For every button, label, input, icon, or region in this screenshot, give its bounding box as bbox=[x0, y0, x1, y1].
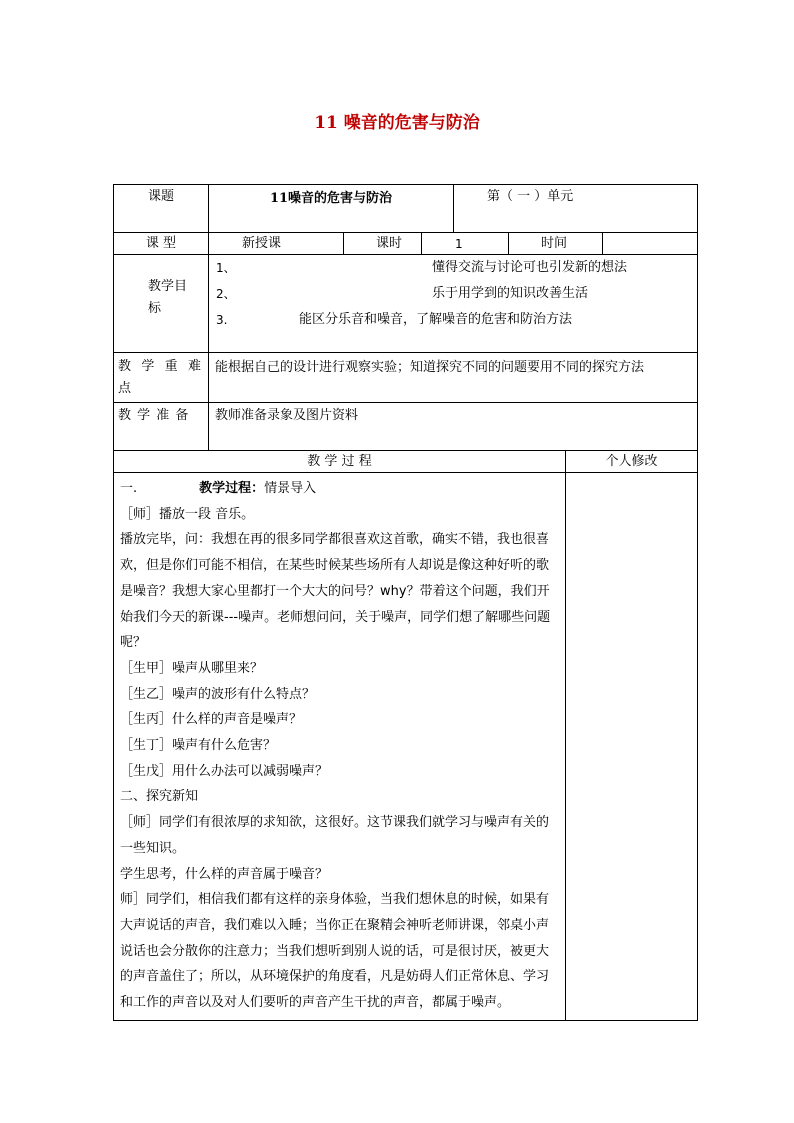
paragraph: ［师］播放一段 音乐。 bbox=[120, 506, 255, 522]
paragraph: ［生乙］噪声的波形有什么特点？ bbox=[120, 686, 316, 702]
lesson-type-label: 课 型 bbox=[145, 236, 177, 251]
objectives-label: 教学目标 bbox=[148, 279, 188, 316]
unit-label: 第（ 一 ）单元 bbox=[487, 189, 574, 204]
preparation-text: 教师准备录象及图片资料 bbox=[215, 408, 359, 423]
key-points-label: 教 学 重 难点 bbox=[118, 359, 202, 396]
objective-3-text: 能区分乐音和噪音，了解噪音的危害和防治方法 bbox=[299, 312, 573, 327]
paragraph: ［生戊］用什么办法可以减弱噪声？ bbox=[120, 763, 329, 779]
section-2-heading: 二、探究新知 bbox=[120, 789, 199, 805]
objective-1-text: 懂得交流与讨论可也引发新的想法 bbox=[432, 260, 628, 275]
paragraph: ［生丁］噪声有什么危害？ bbox=[120, 738, 277, 754]
objective-2-text: 乐于用学到的知识改善生活 bbox=[432, 286, 589, 301]
objective-2-num: 2、 bbox=[216, 287, 236, 301]
document-title: 11 噪音的危害与防治 bbox=[314, 113, 480, 133]
section-1-heading: 一. 教学过程：情景导入 bbox=[120, 481, 317, 496]
process-body bbox=[120, 476, 560, 1016]
personal-edit-header: 个人修改 bbox=[605, 454, 658, 469]
paragraph: ［生甲］噪声从哪里来？ bbox=[120, 660, 264, 676]
lesson-type-value: 新授课 bbox=[242, 236, 282, 251]
paragraph: 学生思考，什么样的声音属于噪音？ bbox=[120, 866, 329, 882]
objective-3-num: 3. bbox=[216, 313, 228, 327]
topic-value: 11噪音的危害与防治 bbox=[269, 191, 393, 206]
topic-label: 课题 bbox=[147, 189, 174, 204]
paragraph: ［生丙］什么样的声音是噪声？ bbox=[120, 712, 303, 728]
hours-label: 课时 bbox=[376, 236, 403, 251]
hours-value: 1 bbox=[455, 237, 463, 251]
objective-1-num: 1、 bbox=[216, 261, 236, 275]
time-label: 时间 bbox=[541, 236, 568, 251]
paragraph: 师］同学们，相信我们都有这样的亲身体验，当我们想休息的时候，如果有大声说话的声音，我们难以入睡；当你正在聚精会神听老师讲课，邻桌小声说话也会分散你的注意力；当我们想听到别人说的话，可是很讨厌，被更大的声音盖住了；所以，从环境保护的角度看，凡是妨碍人们正常休息、学习和工作的声音以及对人们要听的声音产生干扰的声音，都属于噪声。 bbox=[120, 892, 550, 1011]
key-points-text: 能根据自己的设计进行观察实验；知道探究不同的问题要用不同的探究方法 bbox=[215, 360, 645, 375]
preparation-label: 教 学 准 备 bbox=[118, 408, 190, 423]
paragraph: ［师］同学们有很浓厚的求知欲，这很好。这节课我们就学习与噪声有关的一些知识。 bbox=[120, 815, 550, 856]
process-header: 教 学 过 程 bbox=[307, 454, 372, 469]
paragraph: 播放完毕，问：我想在再的很多同学都很喜欢这首歌，确实不错，我也很喜欢，但是你们可能不相信，在某些时候某些场所有人却说是像这种好听的歌是噪音？我想大家心里都打一个大大的问号？why？带着这个问题，我们开始我们今天的新课---噪声。老师想问问，关于噪声，同学们想了解哪些问题呢？ bbox=[120, 532, 551, 651]
